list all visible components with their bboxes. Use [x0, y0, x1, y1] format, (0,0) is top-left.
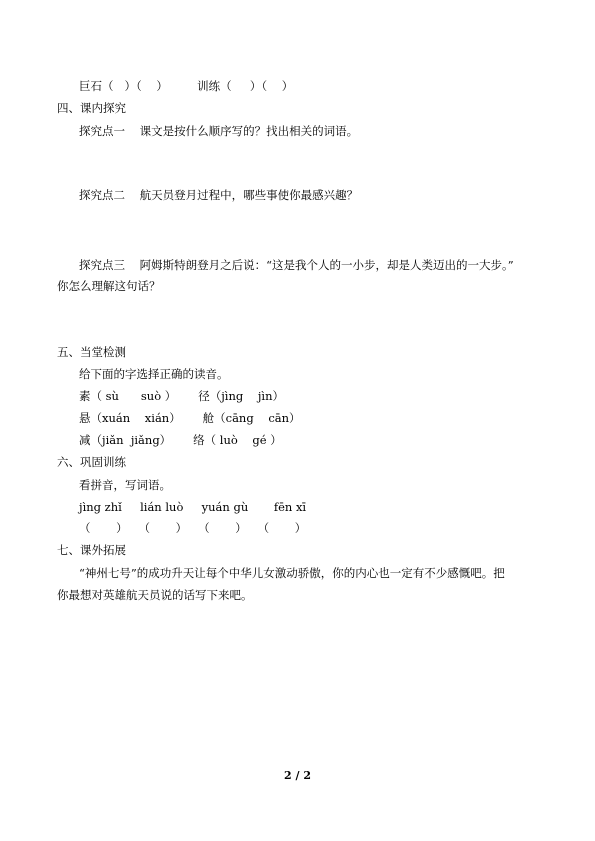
word-pair-line: 巨石（ ）（ ） 训练（ ）（ ） [79, 79, 294, 93]
inquiry-point-3: 探究点三 阿姆斯特朗登月之后说：“这是我个人的一小步，却是人类迈出的一大步。” [79, 258, 514, 272]
pronunciation-row-1: 素（ sù suò ） 径（jìng jìn） [79, 389, 285, 403]
section-4-heading: 四、课内探究 [57, 101, 126, 115]
extension-paragraph-line-1: “神州七号”的成功升天让每个中华儿女激动骄傲，你的内心也一定有不少感慨吧。把 [79, 566, 505, 580]
section-5-heading: 五、当堂检测 [57, 345, 126, 359]
pronunciation-row-3: 减（jiǎn jiǎng） 络（ luò gé ） [79, 433, 282, 447]
inquiry-point-3-continued: 你怎么理解这句话？ [57, 279, 161, 293]
inquiry-point-2: 探究点二 航天员登月过程中，哪些事使你最感兴趣？ [79, 188, 359, 202]
pronunciation-instruction: 给下面的字选择正确的读音。 [79, 367, 229, 381]
section-6-heading: 六、巩固训练 [57, 455, 126, 469]
pinyin-instruction: 看拼音，写词语。 [79, 478, 171, 492]
section-7-heading: 七、课外拓展 [57, 543, 126, 557]
pronunciation-row-2: 悬（xuán xián） 舱（cāng cān） [79, 411, 301, 425]
pinyin-row: jìng zhǐ lián luò yuán gù fēn xī [79, 500, 307, 514]
inquiry-point-1: 探究点一 课文是按什么顺序写的？找出相关的词语。 [79, 124, 359, 138]
extension-paragraph-line-2: 你最想对英雄航天员说的话写下来吧。 [57, 588, 253, 602]
page-number: 2 / 2 [284, 769, 311, 782]
answer-blanks-row: （ ） （ ） （ ） （ ） [79, 521, 307, 535]
